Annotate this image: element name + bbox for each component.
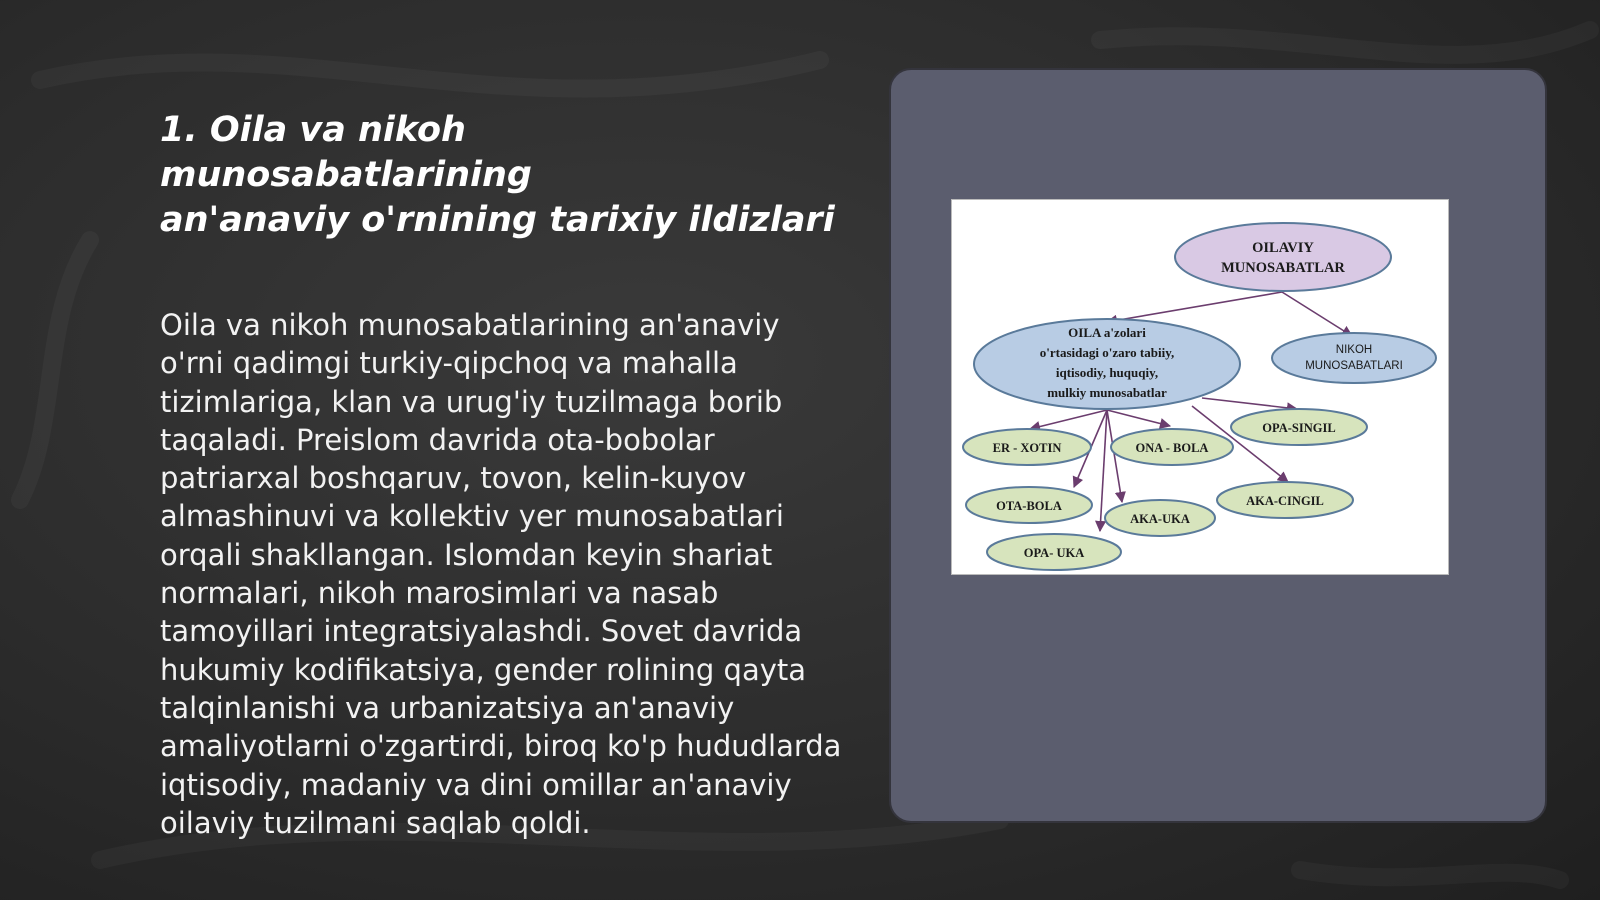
leaf-label-aka-cingil: AKA-CINGIL xyxy=(1246,494,1324,508)
marriage-node xyxy=(1272,333,1436,383)
slide-title-line2: an'anaviy o'rnining tarixiy ildizlari xyxy=(160,200,835,240)
leaf-label-ota-bola: OTA-BOLA xyxy=(996,499,1062,513)
slide-title xyxy=(160,108,840,243)
leaf-label-opa-singil: OPA-SINGIL xyxy=(1262,421,1336,435)
marriage-node-line1: NIKOH xyxy=(1335,344,1373,356)
root-node-line1: OILAVIY xyxy=(1252,240,1314,256)
slide-title-line1: 1. Oila va nikoh munosabatlarining xyxy=(160,110,532,195)
slide-body-text: Oila va nikoh munosabatlarining an'anaviy o'rni qadimgi turkiy-qipchoq va mahalla tizimlariga, klan va urug'iy tuzilmaga borib taqaladi. Preislom davrida ota-bobolar patriarxal boshqaruv, tovon, kelin-kuyov almashinuvi va kollektiv yer munosabatlari orqali shakllangan. Islomdan keyin shariat normalari, nikoh marosimlari va nasab tamoyillari integratsiyalashdi. Sovet davrida hukumiy kodifikatsiya, gender rolining qayta talqinlanishi va urbanizatsiya an'anaviy amaliyotlarni o'zgartirdi, biroq ko'p hududlarda iqtisodiy, madaniy va dini omillar an'anaviy oilaviy tuzilmani saqlab qoldi. xyxy=(160,308,842,840)
family-node-line1: OILA a'zolari xyxy=(1068,325,1146,340)
family-node-line3: iqtisodiy, huquqiy, xyxy=(1055,365,1159,380)
root-node xyxy=(1175,223,1391,291)
family-node-line2: o'rtasidagi o'zaro tabiiy, xyxy=(1039,345,1175,360)
family-node-line4: mulkiy munosabatlar xyxy=(1047,385,1167,400)
family-relations-diagram xyxy=(951,199,1449,575)
leaf-label-er-xotin: ER - XOTIN xyxy=(992,441,1062,455)
leaf-label-opa-uka: OPA- UKA xyxy=(1023,546,1085,560)
root-node-line2: MUNOSABATLAR xyxy=(1221,260,1345,276)
leaf-label-ona-bola: ONA - BOLA xyxy=(1135,441,1209,455)
marriage-node-line2: MUNOSABATLARI xyxy=(1305,360,1403,372)
leaf-label-aka-uka: AKA-UKA xyxy=(1130,512,1190,526)
